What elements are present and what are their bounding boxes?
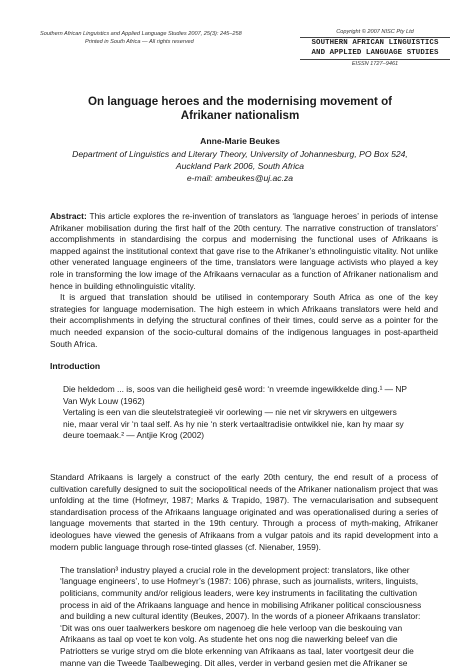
citation-header [40, 30, 280, 46]
affiliation-line: Auckland Park 2006, South Africa [175, 160, 305, 171]
journal-header [300, 29, 450, 68]
body-line: Afrikaans as taal op voet te kon volg. As studente het ons nog die nawerking beleef van die [60, 634, 398, 645]
abstract-label: Abstract: [50, 211, 87, 221]
printed-line: Printed in South Africa — All rights reserved [85, 39, 194, 45]
citation-line: Southern African Linguistics and Applied Language Studies 2007, 25(3): 245–258 [40, 31, 242, 37]
abstract-text: This article explores the re-invention of translators as ‘language heroes’ in periods of intense Afrikaner mobilisation during the first half of the 20th century. The narrative construction of translators’ accomplishments in standardising the corpus and modernising the functional uses of Afrikaans is mapped against the institutional context that gave rise to the Afrikaner’s ethnolinguistic vitality. Not unlike other venerated language engineers of the time, translators were language activists who played a key role in transforming the low image of the Afrikaans vernacular as a function of Afrikaner nationalism and hence in building ethnolinguistic vitality. [50, 211, 438, 291]
journal-name-line1: SOUTHERN AFRICAN LINGUISTICS [311, 39, 439, 47]
abstract-paragraph [50, 211, 438, 292]
body-line: The translation³ industry played a crucial role in the development project: translators, like other [60, 564, 410, 575]
title-line: On language heroes and the modernising movement of [87, 95, 393, 108]
epigraphs [63, 384, 433, 442]
epigraph-line: nie, maar veral vir ‘n taal self. As hy nie ‘n sterk vertaaltradisie ontwikkel nie, kan hy maar sy [63, 418, 404, 429]
epigraph-line: Van Wyk Louw (1962) [63, 395, 145, 406]
author-affiliation [40, 149, 440, 184]
body-text [50, 472, 438, 669]
body-paragraph: Standard Afrikaans is largely a construct of the early 20th century, the end result of a process of cultivation carefully designed to suit the sociopolitical needs of the Afrikaner nationalism project that was unfolding at the time (Hofmeyr, 1987; Marks & Trapido, 1987). The vernacularisation and subsequent standardisation process of the Afrikaans language originated and was operationalised during a series of language movements that started in the 19th century. Through a process of myth-making, Afrikaner ideologues have viewed the genesis of Afrikaans from a vulgar patois and its rapid development into a modern public language through rose-tinted glasses (cf. Nienaber, 1959). [50, 472, 438, 552]
body-line: manne van die Tweede Taalbeweging. Dit alles, verder in verband gesien met die Afrikaner se [60, 657, 408, 668]
header-rule [300, 37, 450, 38]
epigraph-line: Die heldedom ... is, soos van die heiligheid gesê word: ‘n vreemde ingewikkelde ding.¹ — NP [63, 384, 408, 394]
epigraph-line: Vertaling is een van die sleutelstrategieë vir oorlewing — nie net vir skrywers en uitgewers [63, 407, 397, 418]
section-heading: Introduction [50, 361, 101, 371]
body-line: process in aid of the Afrikaans language and hence in mobilising Afrikaner political consciousness [60, 599, 422, 610]
body-line: politicians, community and/or religious leaders, were key instruments in facilitating the cultivation [60, 587, 418, 598]
title-line: Afrikaner nationalism [180, 109, 300, 122]
copyright-line: Copyright © 2007 NISC Pty Ltd [336, 29, 414, 35]
affiliation-line: Department of Linguistics and Literary Theory, University of Johannesburg, PO Box 524, [72, 149, 408, 159]
body-line: and building a new cultural identity (Beukes, 2007). In the words of a pioneer Afrikaans translator: [60, 611, 421, 622]
body-line: ‘language engineers’, to use Hofmeyr’s (1987: 106) phrase, such as journalists, writers, linguists, [60, 576, 419, 587]
epigraph-line: deure toemaak.² — Antjie Krog (2002) [63, 430, 205, 441]
author-email[interactable]: e-mail: ambeukes@uj.ac.za [186, 172, 294, 183]
body-line: ‘Dit was ons ouer taalwerkers beskore om nagenoeg die hele verloop van die beskouing van [60, 622, 403, 633]
journal-name-line2: AND APPLIED LANGUAGE STUDIES [311, 48, 439, 57]
abstract-paragraph: It is argued that translation should be utilised in contemporary South Africa as one of the key strategies for language modernisation. The high esteem in which Afrikaans translators were held and their accomplishments in defying the structural confines of their times, could serve as a pointer for the much needed expansion of the socio-cultural domains of the indigenous languages in post-apartheid South Africa. [50, 292, 438, 349]
abstract [50, 211, 438, 350]
eissn-line: EISSN 1727–9461 [351, 61, 399, 67]
body-paragraph [50, 565, 438, 669]
author-name: Anne-Marie Beukes [200, 136, 280, 146]
article-title [50, 95, 430, 123]
header-rule-bottom [300, 59, 450, 60]
body-line: Patriotters se vurige stryd om die blote erkenning van Afrikaans as taal, later voortgesit deur die [60, 645, 414, 656]
